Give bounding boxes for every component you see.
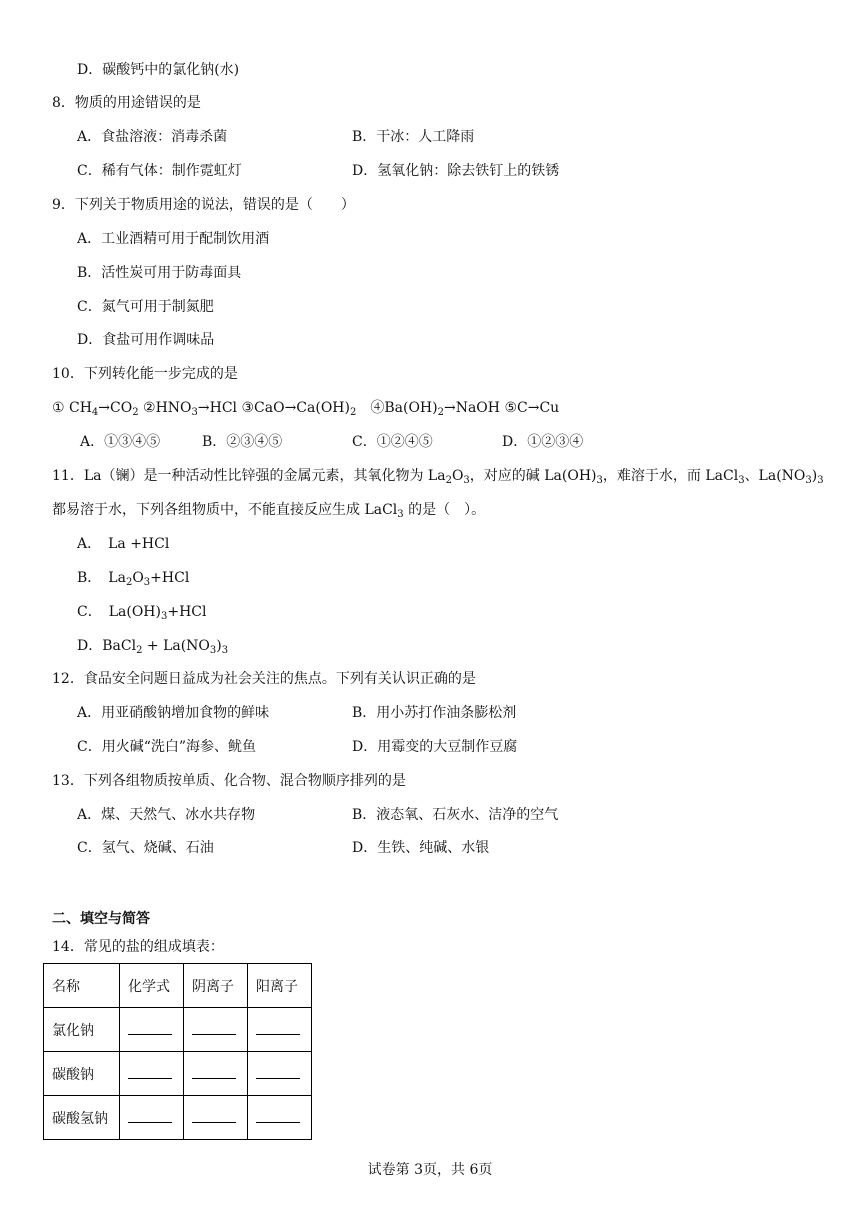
q11-option-d-text: )	[216, 638, 222, 654]
table-header-cell: 阴离子	[184, 964, 248, 1008]
page-footer: 试卷第 3页，共 6页	[367, 1162, 493, 1178]
q11-option-a: A． La +HCl	[77, 536, 170, 552]
q11-stem-line2	[52, 500, 485, 520]
q10-subscript: 2	[132, 407, 139, 418]
q11-option-c	[77, 602, 206, 622]
q10-item-text: ②HNO	[138, 400, 192, 416]
q12-option-c: C．用火碱“洗白”海参、鱿鱼	[77, 739, 257, 755]
answer-blank[interactable]	[128, 1064, 172, 1079]
q11-subscript: 3	[397, 509, 404, 520]
q10-item-text: ④Ba(OH)	[356, 400, 438, 416]
q11-subscript: 2	[136, 645, 143, 656]
table-header-cell: 阳离子	[248, 964, 312, 1008]
q11-subscript: 3	[221, 645, 229, 656]
q11-text: 、La(NO	[744, 468, 806, 484]
answer-cell	[184, 1008, 248, 1052]
table-row	[44, 1008, 312, 1052]
q11-text: ，对应的碱 La(OH)	[469, 468, 597, 484]
q9-option-a: A．工业酒精可用于配制饮用酒	[77, 231, 270, 247]
q9-option-c: C．氮气可用于制氮肥	[77, 299, 214, 315]
q8-option-c: C．稀有气体：制作霓虹灯	[77, 163, 242, 179]
answer-cell	[120, 1096, 184, 1140]
q11-option-d	[77, 636, 228, 656]
q10-subscript: 3	[191, 407, 198, 418]
answer-blank[interactable]	[192, 1108, 236, 1123]
q11-option-c-text: C． La(OH)	[77, 604, 161, 620]
q13-option-d: D．生铁、纯碱、水银	[352, 840, 490, 856]
q10-item-text: →CO	[98, 400, 133, 416]
table-row	[44, 1052, 312, 1096]
q11-stem-line1	[52, 466, 824, 486]
salt-name-cell: 氯化钠	[44, 1008, 120, 1052]
q10-subscript: 4	[91, 407, 99, 418]
answer-cell	[120, 1052, 184, 1096]
q11-text: )	[811, 468, 818, 484]
q11-text: 11．La（镧）是一种活动性比锌强的金属元素，其氧化物为 La	[52, 468, 446, 484]
q11-subscript: 3	[817, 475, 824, 486]
q10-subscript: 2	[437, 407, 444, 418]
answer-cell	[184, 1052, 248, 1096]
table-row	[44, 1096, 312, 1140]
q13-option-b: B．液态氧、石灰水、洁净的空气	[352, 807, 559, 823]
table-header-cell: 化学式	[120, 964, 184, 1008]
q10-stem: 10．下列转化能一步完成的是	[52, 366, 238, 382]
q9-option-d: D．食盐可用作调味品	[77, 332, 215, 348]
q11-subscript: 3	[143, 577, 151, 588]
q9-option-b: B．活性炭可用于防毒面具	[77, 265, 242, 281]
q11-option-b	[77, 568, 189, 588]
q8-option-b: B．干冰：人工降雨	[352, 129, 475, 145]
salt-name-cell: 碳酸氢钠	[44, 1096, 120, 1140]
q12-option-d: D．用霉变的大豆制作豆腐	[352, 739, 518, 755]
q10-option-c: C．①②④⑤	[352, 434, 433, 450]
q11-subscript: 3	[805, 475, 812, 486]
q11-text: 都易溶于水，下列各组物质中，不能直接反应生成 LaCl	[52, 502, 398, 518]
q10-option-a: A．①③④⑤	[80, 434, 161, 450]
q11-option-d-text: D．BaCl	[77, 638, 137, 654]
answer-blank[interactable]	[256, 1020, 300, 1035]
q9-stem: 9．下列关于物质用途的说法，错误的是（ ）	[52, 197, 355, 213]
q12-stem: 12．食品安全问题日益成为社会关注的焦点。下列有关认识正确的是	[52, 671, 476, 687]
answer-cell	[248, 1008, 312, 1052]
answer-blank[interactable]	[256, 1064, 300, 1079]
q10-option-b: B．②③④⑤	[202, 434, 283, 450]
section-heading: 二、填空与简答	[52, 911, 150, 927]
q8-option-a: A．食盐溶液：消毒杀菌	[77, 129, 228, 145]
answer-blank[interactable]	[192, 1020, 236, 1035]
q10-item-text: →HCl ③CaO→Ca(OH)	[197, 400, 350, 416]
q11-subscript: 3	[463, 475, 470, 486]
q11-subscript: 3	[738, 475, 745, 486]
q11-subscript: 3	[209, 645, 217, 656]
q11-subscript: 3	[596, 475, 603, 486]
q10-option-d: D．①②③④	[502, 434, 584, 450]
q13-stem: 13．下列各组物质按单质、化合物、混合物顺序排列的是	[52, 773, 406, 789]
q7-option-d: D．碳酸钙中的氯化钠(水)	[77, 62, 240, 78]
q13-option-c: C．氢气、烧碱、石油	[77, 840, 214, 856]
q11-subscript: 2	[125, 577, 133, 588]
answer-blank[interactable]	[192, 1064, 236, 1079]
q10-item-text: →NaOH ⑤C→Cu	[443, 400, 560, 416]
q11-option-b-text: +HCl	[150, 570, 190, 586]
answer-blank[interactable]	[128, 1108, 172, 1123]
salt-table	[43, 963, 312, 1140]
answer-cell	[184, 1096, 248, 1140]
q11-text: ，难溶于水，而 LaCl	[602, 468, 739, 484]
table-header-cell: 名称	[44, 964, 120, 1008]
q11-option-b-text: O	[132, 570, 144, 586]
q8-option-d: D．氢氧化钠：除去铁钉上的铁锈	[352, 163, 560, 179]
q11-option-d-text: + La(NO	[142, 638, 210, 654]
q11-text: O	[451, 468, 464, 484]
q8-stem: 8．物质的用途错误的是	[52, 95, 201, 111]
answer-cell	[248, 1052, 312, 1096]
answer-cell	[120, 1008, 184, 1052]
q10-items	[52, 398, 559, 418]
q11-subscript: 2	[445, 475, 452, 486]
q12-option-b: B．用小苏打作油条膨松剂	[352, 705, 517, 721]
salt-name-cell: 碳酸钠	[44, 1052, 120, 1096]
answer-blank[interactable]	[128, 1020, 172, 1035]
q11-text: 的是（ ）。	[403, 502, 486, 518]
q14-stem: 14．常见的盐的组成填表：	[52, 939, 224, 955]
q11-option-b-text: B． La	[77, 570, 126, 586]
q12-option-a: A．用亚硝酸钠增加食物的鲜味	[77, 705, 270, 721]
answer-cell	[248, 1096, 312, 1140]
q11-option-c-text: +HCl	[167, 604, 207, 620]
answer-blank[interactable]	[256, 1108, 300, 1123]
q10-subscript: 2	[349, 407, 357, 418]
q10-item-text: ① CH	[52, 400, 92, 416]
table-header-row	[44, 964, 312, 1008]
q11-subscript: 3	[160, 611, 168, 622]
q13-option-a: A．煤、天然气、冰水共存物	[77, 807, 256, 823]
